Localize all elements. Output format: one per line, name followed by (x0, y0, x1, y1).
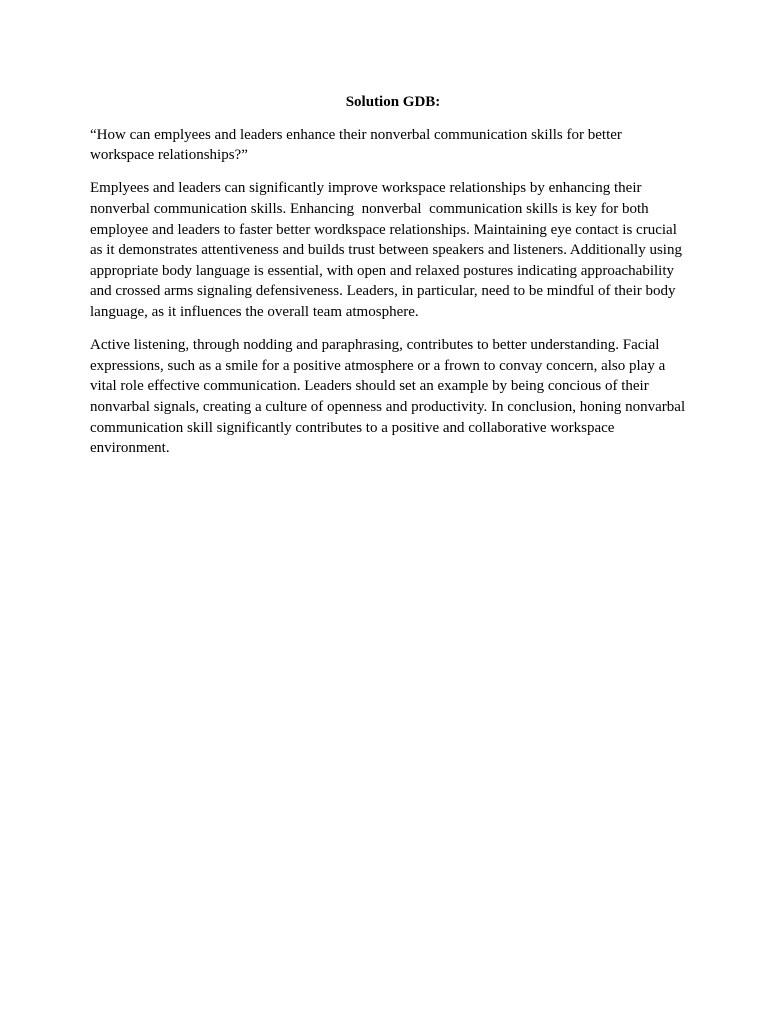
body-paragraph-2: Active listening, through nodding and paraphrasing, contributes to better understanding. Facial expressions, such as a smile for a positive atmosphere or a frown to convay concern, also play a vital role effective communication. Leaders should set an example by being concious of their nonvarbal signals, creating a culture of openness and productivity. In conclusion, honing nonvarbal communication skill significantly contributes to a positive and collaborative workspace environment. (90, 337, 689, 457)
question-paragraph: “How can emplyees and leaders enhance their nonverbal communication skills for better workspace relationships?” (90, 126, 626, 164)
document-title: Solution GDB: (345, 94, 441, 110)
body-paragraph-1: Emplyees and leaders can significantly improve workspace relationships by enhancing their nonverbal communication skills. Enhancing nonverbal communication skills is key for both employee and leaders to faster better wordkspace relationships. Maintaining eye contact is crucial as it demonstrates attentiveness and builds trust between speakers and listeners. Additionally using appropriate body language is essential, with open and relaxed postures indicating approachability and crossed arms signaling defensiveness. Leaders, in particular, need to be mindful of their body language, as it influences the overall team atmosphere. (90, 180, 686, 320)
document-body (90, 92, 689, 471)
